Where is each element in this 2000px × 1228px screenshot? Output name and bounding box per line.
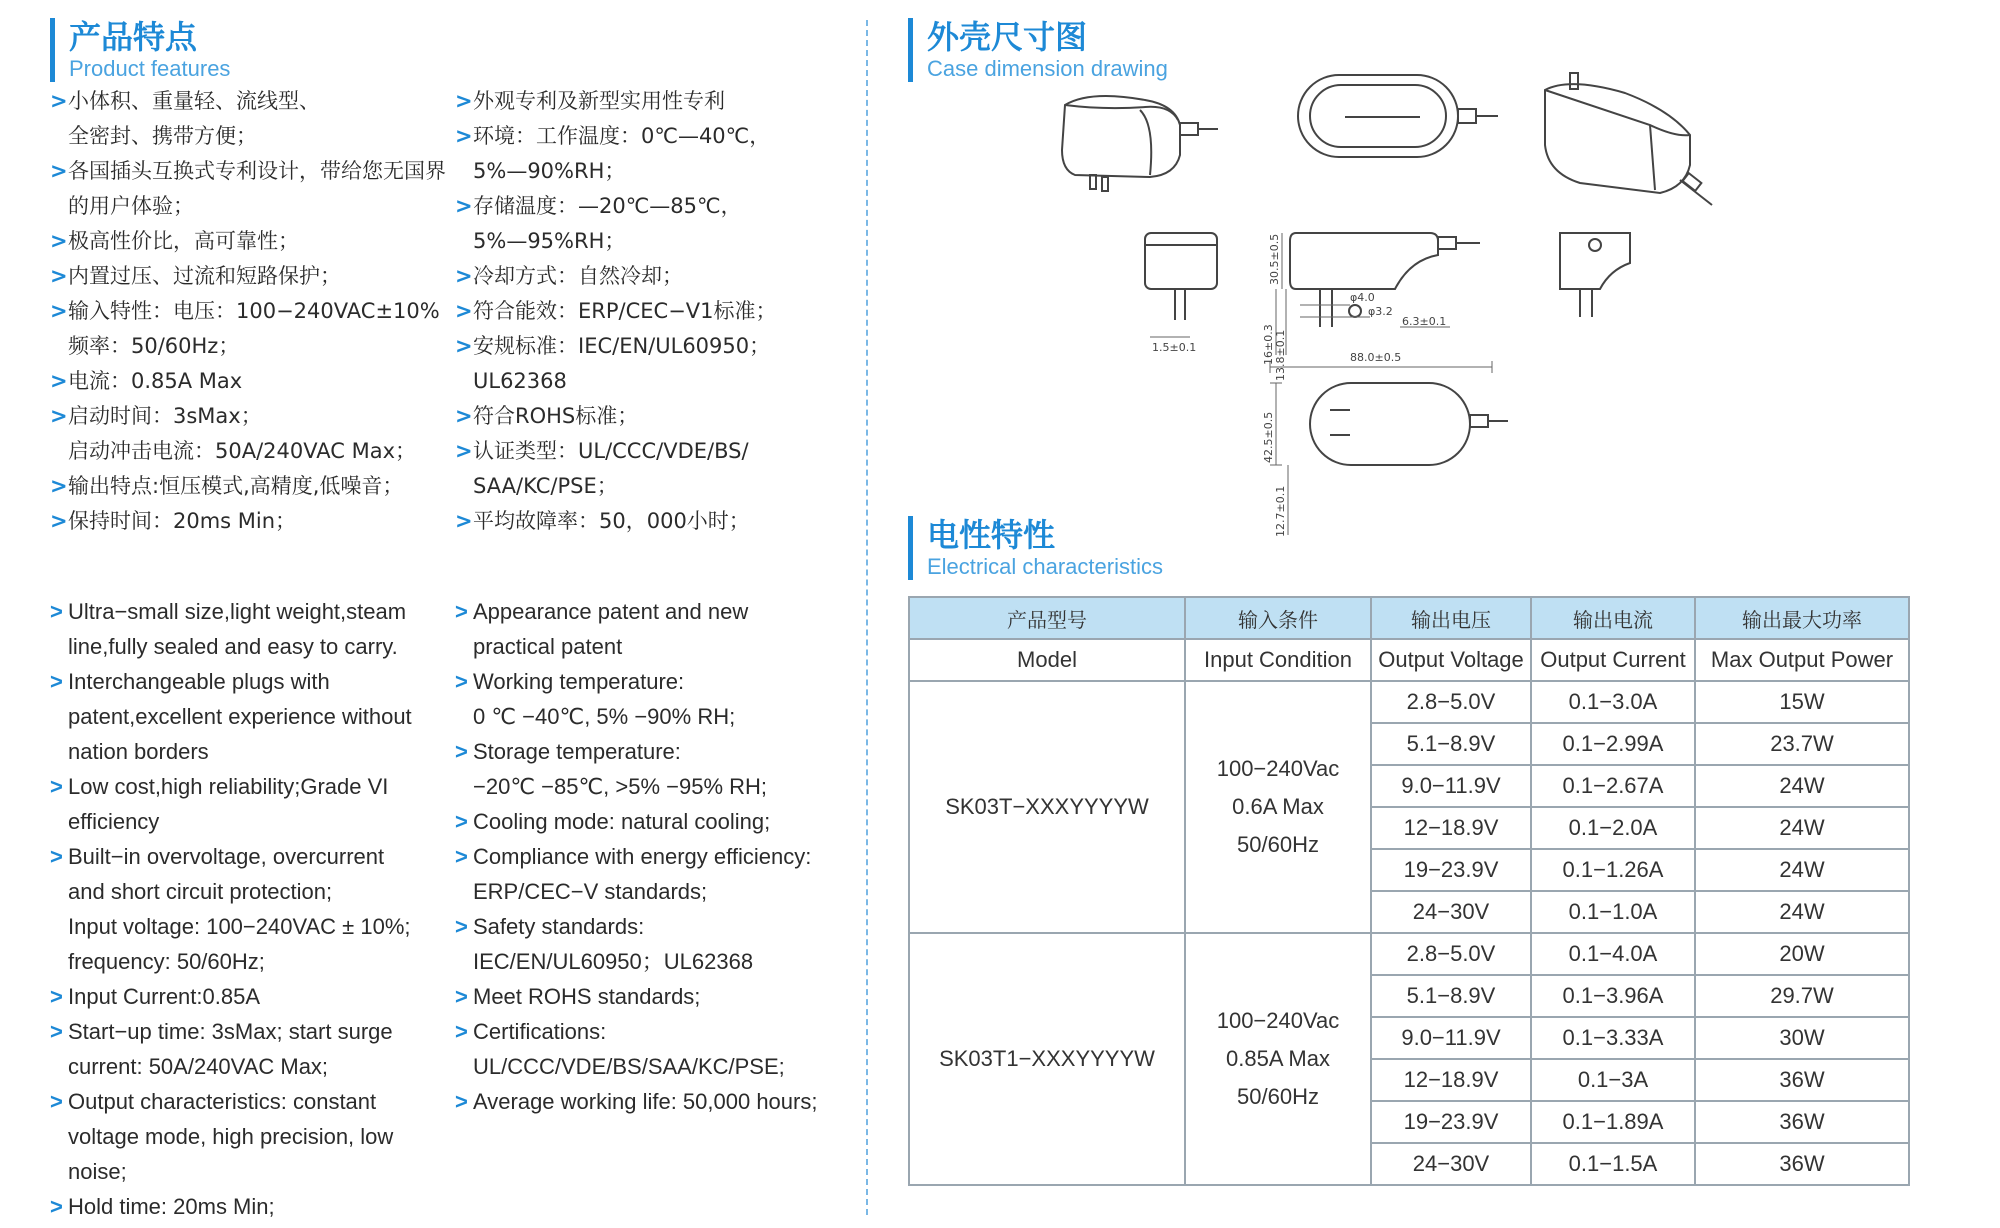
feature-item xyxy=(50,1189,412,1224)
voltage-cell: 19−23.9V xyxy=(1371,1101,1531,1143)
feature-line: 频率：50/60Hz； xyxy=(68,334,240,358)
feature-line: 5%—90%RH； xyxy=(473,159,626,183)
feature-item xyxy=(50,224,446,259)
feature-line: Certifications: xyxy=(473,1019,607,1044)
feature-line: frequency: 50/60Hz; xyxy=(68,949,265,974)
feature-line: Cooling mode: natural cooling; xyxy=(473,809,771,834)
header-cell-en: Output Voltage xyxy=(1371,639,1531,681)
condition-cell xyxy=(1185,681,1371,933)
feature-item xyxy=(50,769,412,839)
voltage-cell: 19−23.9V xyxy=(1371,849,1531,891)
feature-line: 的用户体验； xyxy=(68,194,194,218)
adapter-bottom-view xyxy=(1310,383,1508,465)
table-header-en xyxy=(909,639,1909,681)
feature-item xyxy=(455,909,817,979)
feature-item xyxy=(455,734,817,804)
feature-line: 内置过压、过流和短路保护； xyxy=(68,264,341,288)
features-title-en: Product features xyxy=(69,56,231,81)
feature-line: 各国插头互换式专利设计，带给您无国界 xyxy=(68,159,446,183)
bullet-arrow-icon: > xyxy=(455,404,473,428)
feature-line: 启动时间：3sMax； xyxy=(68,404,262,428)
adapter-front-view xyxy=(1145,233,1217,320)
bullet-arrow-icon: > xyxy=(455,334,473,358)
adapter-end-view xyxy=(1560,233,1630,317)
dim-pin: 1.5±0.1 xyxy=(1152,341,1197,354)
bullet-arrow-icon: > xyxy=(455,1089,468,1114)
power-cell: 30W xyxy=(1695,1017,1909,1059)
feature-line: 冷却方式：自然冷却； xyxy=(473,264,683,288)
voltage-cell: 5.1−8.9V xyxy=(1371,975,1531,1017)
feature-item xyxy=(50,504,446,539)
feature-line: Interchangeable plugs with xyxy=(68,669,330,694)
bullet-arrow-icon: > xyxy=(50,669,63,694)
feature-line: voltage mode, high precision, low xyxy=(68,1124,394,1149)
bullet-arrow-icon: > xyxy=(455,599,468,624)
power-cell: 36W xyxy=(1695,1143,1909,1185)
feature-line: Input Current:0.85A xyxy=(68,984,261,1009)
feature-line: 输入特性：电压：100−240VAC±10% xyxy=(68,299,440,323)
header-cell-cn: 输入条件 xyxy=(1185,597,1371,639)
feature-item xyxy=(455,664,817,734)
condition-line: 100−240Vac xyxy=(1216,1008,1340,1033)
features-title-cn: 产品特点 xyxy=(69,18,198,56)
features-en-left xyxy=(50,594,412,1224)
power-cell: 20W xyxy=(1695,933,1909,975)
current-cell: 0.1−3.96A xyxy=(1531,975,1695,1017)
current-cell: 0.1−2.67A xyxy=(1531,765,1695,807)
model-cell: SK03T−XXXYYYYW xyxy=(909,681,1185,933)
condition-line: 100−240Vac xyxy=(1216,756,1340,781)
voltage-cell: 12−18.9V xyxy=(1371,807,1531,849)
features-cn-left xyxy=(50,84,446,539)
model-cell: SK03T1−XXXYYYYW xyxy=(909,933,1185,1185)
feature-line: 符合ROHS标准； xyxy=(473,404,639,428)
current-cell: 0.1−3A xyxy=(1531,1059,1695,1101)
feature-item xyxy=(455,294,777,329)
dim-cable: 6.3±0.1 xyxy=(1402,315,1447,328)
bullet-arrow-icon: > xyxy=(50,159,68,183)
bullet-arrow-icon: > xyxy=(50,599,63,624)
electrical-table-body xyxy=(909,597,1909,1185)
feature-line: Storage temperature: xyxy=(473,739,681,764)
feature-line: current: 50A/240VAC Max; xyxy=(68,1054,329,1079)
dim-12: 12.7±0.1 xyxy=(1274,485,1287,537)
dim-dia-inner: φ3.2 xyxy=(1368,305,1393,318)
dim-13: 13.8±0.1 xyxy=(1274,329,1287,381)
feature-item xyxy=(50,84,446,154)
bullet-arrow-icon: > xyxy=(50,774,63,799)
feature-line: SAA/KC/PSE； xyxy=(473,474,618,498)
adapter-3d-angle-view xyxy=(1545,73,1712,205)
header-cell-en: Max Output Power xyxy=(1695,639,1909,681)
bullet-arrow-icon: > xyxy=(50,264,68,288)
feature-line: Working temperature: xyxy=(473,669,685,694)
feature-line: noise; xyxy=(68,1159,127,1184)
bullet-arrow-icon: > xyxy=(455,984,468,1009)
bullet-arrow-icon: > xyxy=(455,299,473,323)
voltage-cell: 2.8−5.0V xyxy=(1371,933,1531,975)
dim-width: 42.5±0.5 xyxy=(1262,411,1275,463)
feature-item xyxy=(455,329,777,399)
bullet-arrow-icon: > xyxy=(50,89,68,113)
electrical-title-cn: 电性特性 xyxy=(927,516,1056,554)
feature-line: 安规标准：IEC/EN/UL60950； xyxy=(473,334,771,358)
drawing-title-en: Case dimension drawing xyxy=(927,56,1168,81)
dim-length: 88.0±0.5 xyxy=(1350,351,1402,364)
feature-line: Ultra−small size,light weight,steam xyxy=(68,599,407,624)
power-cell: 24W xyxy=(1695,891,1909,933)
feature-line: line,fully sealed and easy to carry. xyxy=(68,634,398,659)
feature-line: Input voltage: 100−240VAC ± 10%; xyxy=(68,914,411,939)
feature-line: −20℃ −85℃, >5% −95% RH; xyxy=(473,774,768,799)
feature-line: 电流：0.85A Max xyxy=(68,369,243,393)
voltage-cell: 9.0−11.9V xyxy=(1371,1017,1531,1059)
voltage-cell: 24−30V xyxy=(1371,891,1531,933)
dim-dia-outer: φ4.0 xyxy=(1350,291,1375,304)
current-cell: 0.1−2.0A xyxy=(1531,807,1695,849)
bullet-arrow-icon: > xyxy=(50,844,63,869)
feature-line: patent,excellent experience without xyxy=(68,704,412,729)
feature-line: 极高性价比，高可靠性； xyxy=(68,229,299,253)
header-cell-cn: 输出最大功率 xyxy=(1695,597,1909,639)
features-cn-right xyxy=(455,84,777,539)
feature-line: 外观专利及新型实用性专利 xyxy=(473,89,725,113)
voltage-cell: 2.8−5.0V xyxy=(1371,681,1531,723)
feature-line: Built−in overvoltage, overcurrent xyxy=(68,844,385,869)
feature-item xyxy=(50,839,412,979)
power-cell: 15W xyxy=(1695,681,1909,723)
current-cell: 0.1−1.89A xyxy=(1531,1101,1695,1143)
bullet-arrow-icon: > xyxy=(50,1089,63,1114)
feature-item xyxy=(50,664,412,769)
bullet-arrow-icon: > xyxy=(455,509,473,533)
bullet-arrow-icon: > xyxy=(50,1194,63,1219)
power-cell: 23.7W xyxy=(1695,723,1909,765)
header-cell-en: Input Condition xyxy=(1185,639,1371,681)
feature-item xyxy=(50,294,446,364)
feature-item xyxy=(455,259,777,294)
voltage-cell: 24−30V xyxy=(1371,1143,1531,1185)
feature-item xyxy=(50,1084,412,1189)
header-cell-cn: 输出电压 xyxy=(1371,597,1531,639)
feature-line: UL62368 xyxy=(473,369,567,393)
feature-line: 认证类型：UL/CCC/VDE/BS/ xyxy=(473,439,749,463)
power-cell: 36W xyxy=(1695,1101,1909,1143)
electrical-table xyxy=(908,596,1910,1186)
feature-line: 保持时间：20ms Min； xyxy=(68,509,297,533)
adapter-3d-top-view xyxy=(1298,75,1498,157)
header-cell-en: Model xyxy=(909,639,1185,681)
voltage-cell: 12−18.9V xyxy=(1371,1059,1531,1101)
table-row xyxy=(909,933,1909,975)
current-cell: 0.1−3.0A xyxy=(1531,681,1695,723)
condition-line: 0.6A Max xyxy=(1232,794,1324,819)
feature-line: practical patent xyxy=(473,634,623,659)
feature-line: ERP/CEC−V standards; xyxy=(473,879,708,904)
feature-line: Output characteristics: constant xyxy=(68,1089,377,1114)
feature-line: efficiency xyxy=(68,809,160,834)
feature-line: Start−up time: 3sMax; start surge xyxy=(68,1019,393,1044)
bullet-arrow-icon: > xyxy=(455,194,473,218)
feature-line: Average working life: 50,000 hours; xyxy=(473,1089,818,1114)
feature-line: Meet ROHS standards; xyxy=(473,984,701,1009)
feature-line: 启动冲击电流：50A/240VAC Max； xyxy=(68,439,417,463)
feature-item xyxy=(455,399,777,434)
feature-line: 0 ℃ −40℃, 5% −90% RH; xyxy=(473,704,736,729)
bullet-arrow-icon: > xyxy=(455,124,473,148)
feature-line: and short circuit protection; xyxy=(68,879,333,904)
feature-item xyxy=(455,189,777,259)
dim-height: 30.5±0.5 xyxy=(1268,233,1281,285)
bullet-arrow-icon: > xyxy=(455,669,468,694)
power-cell: 24W xyxy=(1695,807,1909,849)
feature-item xyxy=(50,1014,412,1084)
current-cell: 0.1−1.5A xyxy=(1531,1143,1695,1185)
feature-line: Low cost,high reliability;Grade VI xyxy=(68,774,389,799)
table-row xyxy=(909,681,1909,723)
condition-line: 0.85A Max xyxy=(1226,1046,1330,1071)
bullet-arrow-icon: > xyxy=(455,844,468,869)
feature-item xyxy=(455,434,777,504)
condition-line: 50/60Hz xyxy=(1237,1084,1319,1109)
current-cell: 0.1−3.33A xyxy=(1531,1017,1695,1059)
feature-item xyxy=(455,1014,817,1084)
feature-item xyxy=(455,119,777,189)
bullet-arrow-icon: > xyxy=(455,739,468,764)
feature-item xyxy=(455,84,777,119)
current-cell: 0.1−1.26A xyxy=(1531,849,1695,891)
feature-item xyxy=(455,504,777,539)
current-cell: 0.1−1.0A xyxy=(1531,891,1695,933)
adapter-3d-left-view xyxy=(1062,96,1218,191)
case-dimension-drawing xyxy=(1050,65,1890,545)
bullet-arrow-icon: > xyxy=(455,809,468,834)
bullet-arrow-icon: > xyxy=(455,264,473,288)
electrical-title-en: Electrical characteristics xyxy=(927,554,1163,579)
feature-line: 5%—95%RH； xyxy=(473,229,626,253)
feature-line: 小体积、重量轻、流线型、 xyxy=(68,89,320,113)
drawing-title-cn: 外壳尺寸图 xyxy=(927,18,1088,56)
voltage-cell: 9.0−11.9V xyxy=(1371,765,1531,807)
bullet-arrow-icon: > xyxy=(50,1019,63,1044)
feature-item xyxy=(50,469,446,504)
feature-item xyxy=(50,154,446,224)
dim-16: 16±0.3 xyxy=(1262,324,1275,365)
bullet-arrow-icon: > xyxy=(455,439,473,463)
feature-item xyxy=(50,259,446,294)
bullet-arrow-icon: > xyxy=(455,89,473,113)
bullet-arrow-icon: > xyxy=(50,474,68,498)
feature-line: Safety standards: xyxy=(473,914,645,939)
feature-line: IEC/EN/UL60950；UL62368 xyxy=(473,949,754,974)
feature-line: 存储温度：—20℃—85℃， xyxy=(473,194,742,218)
bullet-arrow-icon: > xyxy=(50,509,68,533)
feature-line: Compliance with energy efficiency: xyxy=(473,844,812,869)
feature-line: 平均故障率：50，000小时； xyxy=(473,509,750,533)
bullet-arrow-icon: > xyxy=(455,914,468,939)
table-header-cn xyxy=(909,597,1909,639)
power-cell: 24W xyxy=(1695,849,1909,891)
feature-item xyxy=(50,399,446,469)
feature-line: 全密封、携带方便； xyxy=(68,124,257,148)
feature-item xyxy=(455,804,817,839)
feature-line: 环境：工作温度：0℃—40℃， xyxy=(473,124,771,148)
header-cell-cn: 产品型号 xyxy=(909,597,1185,639)
feature-item xyxy=(50,364,446,399)
current-cell: 0.1−4.0A xyxy=(1531,933,1695,975)
feature-line: Appearance patent and new xyxy=(473,599,749,624)
power-cell: 24W xyxy=(1695,765,1909,807)
feature-line: 符合能效：ERP/CEC−V1标准； xyxy=(473,299,777,323)
bullet-arrow-icon: > xyxy=(50,229,68,253)
power-cell: 36W xyxy=(1695,1059,1909,1101)
feature-item xyxy=(455,1084,817,1119)
feature-line: nation borders xyxy=(68,739,209,764)
condition-cell xyxy=(1185,933,1371,1185)
header-cell-en: Output Current xyxy=(1531,639,1695,681)
feature-line: Hold time: 20ms Min; xyxy=(68,1194,275,1219)
feature-line: 输出特点:恒压模式,高精度,低噪音； xyxy=(68,474,404,498)
current-cell: 0.1−2.99A xyxy=(1531,723,1695,765)
feature-line: UL/CCC/VDE/BS/SAA/KC/PSE; xyxy=(473,1054,785,1079)
header-cell-cn: 输出电流 xyxy=(1531,597,1695,639)
feature-item xyxy=(455,839,817,909)
bullet-arrow-icon: > xyxy=(50,404,68,428)
power-cell: 29.7W xyxy=(1695,975,1909,1017)
bullet-arrow-icon: > xyxy=(455,1019,468,1044)
features-en-right xyxy=(455,594,817,1119)
column-divider xyxy=(866,20,868,1215)
feature-item xyxy=(455,979,817,1014)
features-title xyxy=(50,18,230,82)
bullet-arrow-icon: > xyxy=(50,369,68,393)
feature-item xyxy=(455,594,817,664)
feature-item xyxy=(50,594,412,664)
condition-line: 50/60Hz xyxy=(1237,832,1319,857)
bullet-arrow-icon: > xyxy=(50,984,63,1009)
voltage-cell: 5.1−8.9V xyxy=(1371,723,1531,765)
bullet-arrow-icon: > xyxy=(50,299,68,323)
feature-item xyxy=(50,979,412,1014)
